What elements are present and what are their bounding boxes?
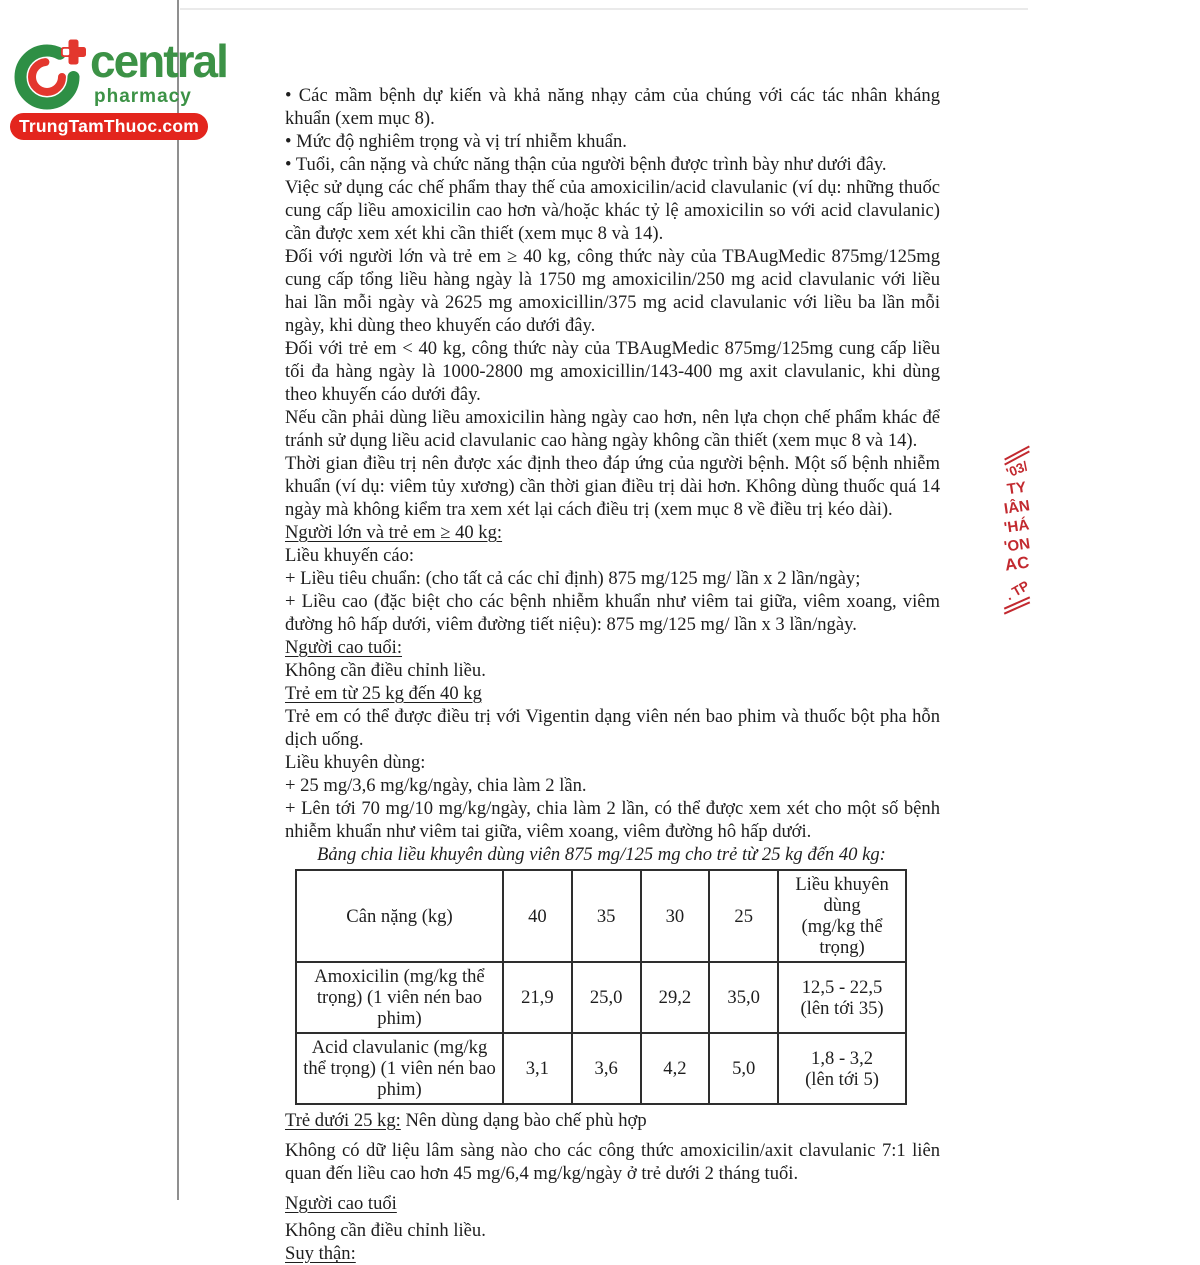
value-cell: 35,0 xyxy=(709,962,778,1033)
header-cell: Cân nặng (kg) xyxy=(296,870,503,962)
stamp-fragment: . TP xyxy=(1002,577,1032,604)
central-pharmacy-logo-icon xyxy=(14,36,92,112)
value-cell: 5,0 xyxy=(709,1033,778,1104)
section-heading: Suy thận: xyxy=(285,1243,356,1264)
page-left-edge xyxy=(177,0,179,1200)
stamp-fragment: TY xyxy=(1006,478,1028,499)
value-cell: 3,6 xyxy=(572,1033,641,1104)
plus-icon xyxy=(61,40,86,65)
header-cell: 30 xyxy=(641,870,710,962)
row-label: Acid clavulanic (mg/kg thể trọng) (1 viên nén bao phim) xyxy=(296,1033,503,1104)
paragraph: Trẻ em có thể được điều trị với Vigentin dạng viên nén bao phim và thuốc bột pha hỗn dịch uống. xyxy=(285,706,940,750)
header-cell: Liều khuyên dùng (mg/kg thể trọng) xyxy=(778,870,906,962)
paragraph: + Liều cao (đặc biệt cho các bệnh nhiễm khuẩn như viêm tai giữa, viêm xoang, viêm đường hô hấp dưới, viêm đường tiết niệu): 875 mg/125 mg/ lần x 3 lần/ngày. xyxy=(285,591,940,635)
section-heading: Trẻ em từ 25 kg đến 40 kg xyxy=(285,683,482,704)
paragraph: Không cần điều chỉnh liều. xyxy=(285,1220,486,1241)
value-cell: 25,0 xyxy=(572,962,641,1033)
section-heading: Người cao tuổi xyxy=(285,1193,397,1214)
value-cell: 21,9 xyxy=(503,962,572,1033)
paragraph: Thời gian điều trị nên được xác định theo đáp ứng của người bệnh. Một số bệnh nhiễm khuẩn (ví dụ: viêm tủy xương) cần thời gian điều trị dài hơn. Không dùng thuốc quá 14 ngày mà không kiểm tra xem xét lại cách điều trị (xem mục 8 về điều trị kéo dài). xyxy=(285,453,940,520)
header-cell: 25 xyxy=(709,870,778,962)
section-heading: Người lớn và trẻ em ≥ 40 kg: xyxy=(285,522,503,543)
header-cell: 40 xyxy=(503,870,572,962)
paragraph: Nếu cần phải dùng liều amoxicilin hàng ngày cao hơn, nên lựa chọn chế phẩm khác để tránh sử dụng liều acid clavulanic cao hàng ngày không cần thiết (xem mục 8 và 14). xyxy=(285,407,940,451)
row-label: Amoxicilin (mg/kg thể trọng) (1 viên nén bao phim) xyxy=(296,962,503,1033)
dose-table xyxy=(295,869,907,1105)
bullet-item: • Tuổi, cân nặng và chức năng thận của người bệnh được trình bày như dưới đây. xyxy=(285,154,887,175)
paragraph: Liều khuyên dùng: xyxy=(285,752,426,773)
stamp-fragment: IÂN xyxy=(1003,497,1031,518)
value-cell: 1,8 - 3,2 (lên tới 5) xyxy=(778,1033,906,1104)
table-header-row xyxy=(296,870,906,962)
paragraph: Đối với trẻ em < 40 kg, công thức này của TBAugMedic 875mg/125mg cung cấp liều tối đa hàng ngày là 1000-2800 mg amoxicillin/143-400 mg axit clavulanic, khi dùng theo khuyến cáo dưới đây. xyxy=(285,338,940,405)
bullet-item: • Các mầm bệnh dự kiến và khả năng nhạy cảm của chúng với các tác nhân kháng khuẩn (xem mục 8). xyxy=(285,85,940,129)
page-top-edge xyxy=(180,8,1028,10)
value-cell: 3,1 xyxy=(503,1033,572,1104)
paragraph: Việc sử dụng các chế phẩm thay thế của amoxicilin/acid clavulanic (ví dụ: những thuốc cung cấp liều amoxicilin cao hơn và/hoặc khác tỷ lệ amoxicilin so với acid clavulanic) cần được xem xét khi cần thiết (xem mục 8 và 14). xyxy=(285,177,940,244)
section-heading-inline: Trẻ dưới 25 kg: Nên dùng dạng bào chế phù hợp xyxy=(285,1110,647,1131)
logo-brand-text: central xyxy=(90,35,227,87)
paragraph: Đối với người lớn và trẻ em ≥ 40 kg, công thức này của TBAugMedic 875mg/125mg cung cấp tổng liều hàng ngày là 1750 mg amoxicilin/250 mg acid clavulanic với liều hai lần mỗi ngày và 2625 mg amoxicillin/375 mg acid clavulanic với liều ba lần mỗi ngày, khi dùng theo khuyến cáo dưới đây. xyxy=(285,246,940,336)
table-row xyxy=(296,1033,906,1104)
logo-domain-badge: TrungTamThuoc.com xyxy=(10,113,208,140)
paragraph: + 25 mg/3,6 mg/kg/ngày, chia làm 2 lần. xyxy=(285,775,587,796)
stamp-fragment: 'ON xyxy=(1002,535,1032,556)
paragraph: Không cần điều chỉnh liều. xyxy=(285,660,486,681)
value-cell: 4,2 xyxy=(641,1033,710,1104)
value-cell: 12,5 - 22,5 (lên tới 35) xyxy=(778,962,906,1033)
table-caption: Bảng chia liều khuyên dùng viên 875 mg/125 mg cho trẻ từ 25 kg đến 40 kg: xyxy=(317,844,886,865)
section-heading: Người cao tuổi: xyxy=(285,637,402,658)
logo-sub-text: pharmacy xyxy=(94,86,192,107)
stamp-fragment: AC xyxy=(1003,553,1031,575)
paragraph: Không có dữ liệu lâm sàng nào cho các công thức amoxicilin/axit clavulanic 7:1 liên quan đến liều cao hơn 45 mg/6,4 mg/kg/ngày ở trẻ dưới 2 tháng tuổi. xyxy=(285,1140,940,1184)
paragraph: + Lên tới 70 mg/10 mg/kg/ngày, chia làm 2 lần, có thể được xem xét cho một số bệnh nhiễm khuẩn như viêm tai giữa, viêm xoang, viêm đường hô hấp dưới. xyxy=(285,798,940,842)
bullet-item: • Mức độ nghiêm trọng và vị trí nhiễm khuẩn. xyxy=(285,131,627,152)
central-pharmacy-logo xyxy=(8,30,227,145)
paragraph: Liều khuyến cáo: xyxy=(285,545,415,566)
document-text-column xyxy=(285,84,940,1265)
paragraph: + Liều tiêu chuẩn: (cho tất cả các chỉ định) 875 mg/125 mg/ lần x 2 lần/ngày; xyxy=(285,568,861,589)
stamp-fragment: '03/ xyxy=(1003,458,1030,481)
stamp-fragment: 'HÁ xyxy=(1003,516,1031,537)
table-row xyxy=(296,962,906,1033)
header-cell: 35 xyxy=(572,870,641,962)
value-cell: 29,2 xyxy=(641,962,710,1033)
red-stamp-partial xyxy=(990,450,1044,610)
